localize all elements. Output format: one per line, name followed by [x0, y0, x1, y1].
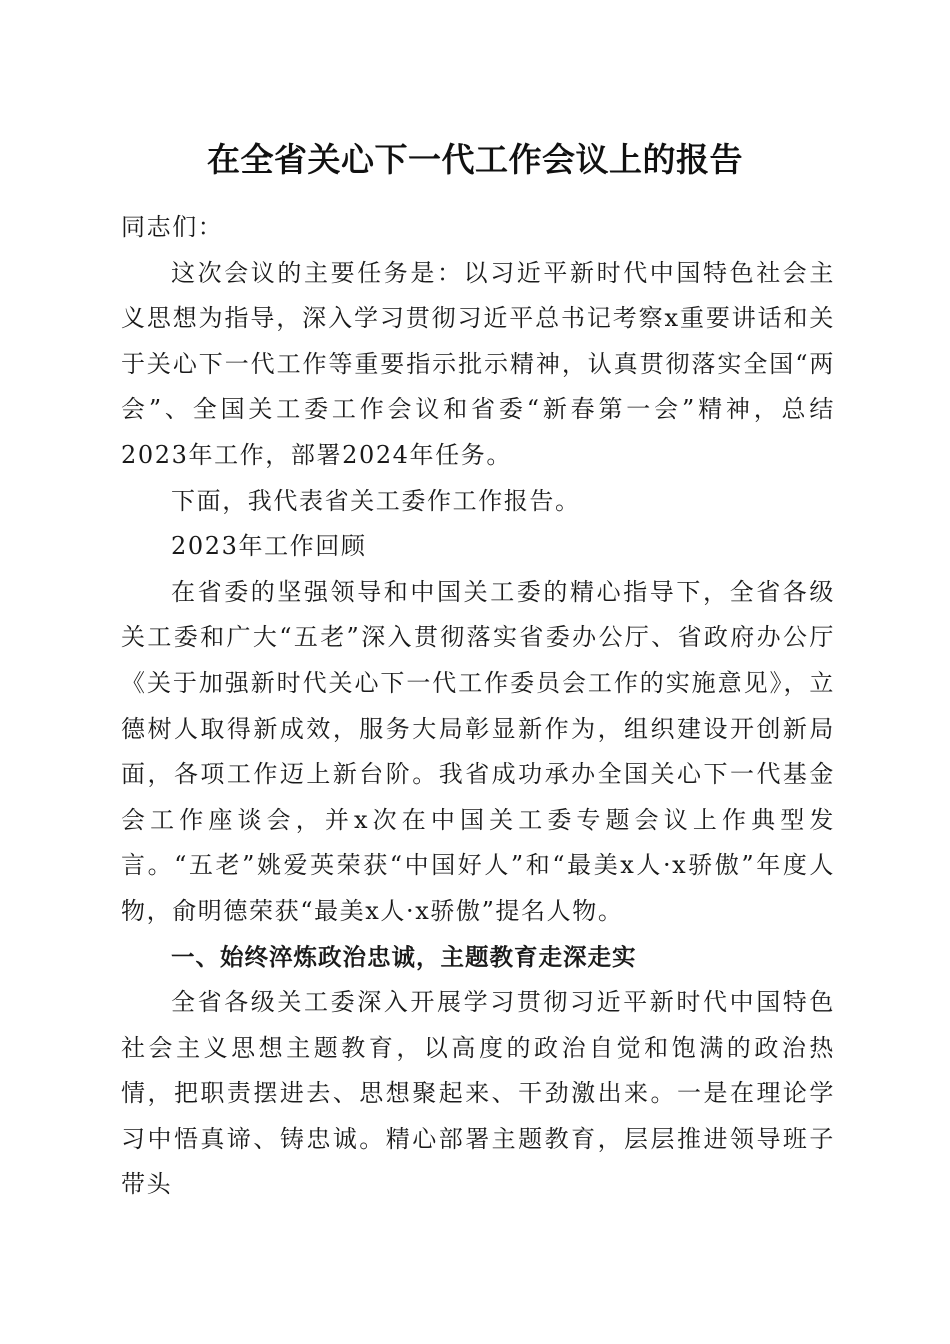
paragraph-achievements: 在省委的坚强领导和中国关工委的精心指导下，全省各级关工委和广大“五老”深入贯彻落实省委办公厅、省政府办公厅《关于加强新时代关心下一代工作委员会工作的实施意见》，立德树人取得新成效，服务大局彰显新作为，组织建设开创新局面，各项工作迈上新台阶。我省成功承办全国关心下一代基金会工作座谈会，并x次在中国关工委专题会议上作典型发言。“五老”姚爱英荣获“中国好人”和“最美x人·x骄傲”年度人物，俞明德荣获“最美x人·x骄傲”提名人物。: [121, 577, 835, 925]
section-label-2023-review: 2023年工作回顾: [171, 532, 367, 561]
paragraph-theme-education: 全省各级关工委深入开展学习贯彻习近平新时代中国特色社会主义思想主题教育，以高度的政治自觉和饱满的政治热情，把职责摆进去、思想聚起来、干劲激出来。一是在理论学习中悟真谛、铸忠诚。精心部署主题教育，层层推进领导班子带头: [121, 988, 835, 1199]
document-body: [121, 205, 835, 1208]
section-heading-1: 一、始终淬炼政治忠诚，主题教育走深走实: [171, 942, 637, 971]
document-title: 在全省关心下一代工作会议上的报告: [207, 140, 743, 179]
paragraph-meeting-tasks: 这次会议的主要任务是：以习近平新时代中国特色社会主义思想为指导，深入学习贯彻习近平总书记考察x重要讲话和关于关心下一代工作等重要指示批示精神，认真贯彻落实全国“两会”、全国关工委工作会议和省委“新春第一会”精神，总结2023年工作，部署2024年任务。: [121, 258, 835, 469]
paragraph-report-intro: 下面，我代表省关工委作工作报告。: [171, 486, 581, 515]
salutation: 同志们：: [121, 213, 224, 241]
